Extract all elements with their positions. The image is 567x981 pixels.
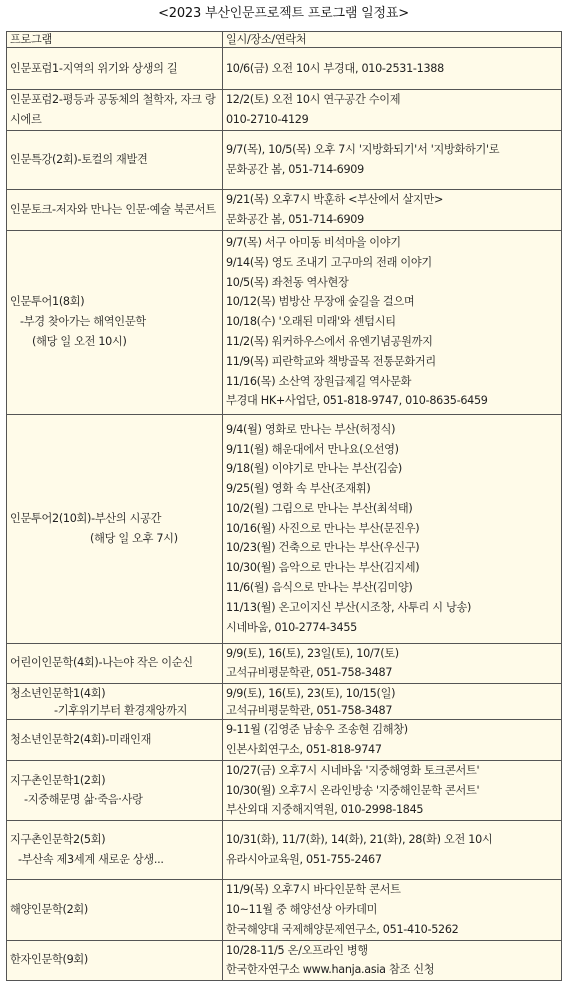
program-cell	[7, 760, 223, 820]
program-cell	[7, 880, 223, 940]
program-name: 해양인문학(2회)	[10, 902, 88, 916]
detail-cell	[222, 643, 561, 684]
table-row	[7, 684, 562, 720]
table-row	[7, 940, 562, 981]
detail-line: 인본사회연구소, 051-818-9747	[225, 742, 382, 756]
detail-line: 10/30(월) 오후7시 온라인방송 '지중해인문학 콘서트'	[225, 783, 480, 797]
detail-cell	[222, 90, 561, 131]
detail-contact: 유라시아교육원, 051-755-2467	[225, 853, 382, 867]
detail-line: 문화공간 봄, 051-714-6909	[225, 163, 364, 176]
detail-line: 10~11월 중 해양선상 아카데미	[225, 902, 378, 916]
program-name: 인문특강(2회)-토컬의 재발견	[10, 153, 148, 167]
detail-line: 고석규비평문학관, 051-758-3487	[225, 666, 393, 680]
table-row	[7, 230, 562, 414]
table-row	[7, 48, 562, 90]
detail-cell	[222, 190, 561, 231]
program-name: 인문투어1(8회)	[10, 295, 85, 309]
detail-cell	[222, 821, 561, 880]
tour-item: 11/2(목) 워커하우스에서 유엔기념공원까지	[225, 334, 433, 348]
tour-item: 10/18(수) '오래된 미래'와 센텀시티	[225, 315, 396, 329]
program-name: 청소년인문학1(4회)	[10, 686, 106, 700]
table-row	[7, 643, 562, 684]
detail-cell	[222, 880, 561, 940]
tour-item: 9/11(월) 해운대에서 만나요(오선영)	[225, 442, 399, 456]
table-row	[7, 880, 562, 940]
detail-cell	[222, 684, 561, 720]
detail-line: 10/6(금) 오전 10시 부경대, 010-2531-1388	[225, 61, 444, 75]
tour-item: 10/12(목) 범방산 무장애 숲길을 걸으며	[225, 295, 415, 309]
tour-item: 11/13(월) 온고이지신 부산(시조창, 사투리 시 낭송)	[225, 600, 472, 614]
program-cell	[7, 414, 223, 643]
detail-contact: 부산외대 지중해지역원, 010-2998-1845	[225, 803, 424, 817]
detail-cell	[222, 940, 561, 981]
program-cell	[7, 131, 223, 190]
tour-item: 9/14(목) 영도 조내기 고구마의 전래 이야기	[225, 255, 432, 269]
program-name: 인문투어2(10회)-부산의 시공간	[10, 511, 162, 525]
tour-item: 10/2(월) 그림으로 만나는 부산(최석태)	[225, 501, 413, 515]
program-name: 인문토크-저자와 만나는 인문·예술 북콘서트	[10, 202, 216, 216]
table-row	[7, 760, 562, 820]
program-name: 청소년인문학2(4회)-미래인재	[10, 733, 152, 747]
program-name: 인문포럼2-평등과 공동체의 철학자, 자크 랑시에르	[10, 93, 216, 126]
detail-line: 10/27(금) 오후7시 시네바움 '지중해영화 토크콘서트'	[225, 763, 480, 777]
tour-item: 10/30(월) 음악으로 만나는 부산(김지세)	[225, 561, 420, 575]
detail-line: 9/7(목), 10/5(목) 오후 7시 '지방화되기'서 '지방화하기'로	[225, 143, 500, 157]
program-subtitle: -부경 찾아가는 해역인문학	[20, 315, 146, 329]
detail-contact: 한국한자연구소 www.hanja.asia 참조 신청	[225, 963, 435, 977]
table-header-row	[7, 32, 562, 48]
detail-cell	[222, 48, 561, 90]
detail-line: 9/21(목) 오후7시 박훈하 <부산에서 살지만>	[225, 193, 444, 206]
program-note: (해당 일 오후 7시)	[90, 531, 178, 545]
program-cell	[7, 940, 223, 981]
program-name: 한자인문학(9회)	[10, 953, 88, 967]
detail-line: 문화공간 봄, 051-714-6909	[225, 212, 364, 226]
program-cell	[7, 90, 223, 131]
detail-line: 10/28-11/5 온/오프라인 병행	[225, 943, 368, 957]
program-cell	[7, 48, 223, 90]
tour-item: 9/4(월) 영화로 만나는 부산(허정식)	[225, 422, 396, 436]
document-title: <2023 부산인문프로젝트 프로그램 일정표>	[158, 6, 409, 21]
program-cell	[7, 720, 223, 761]
program-subtitle: -지중해문명 삶·죽음·사랑	[24, 793, 143, 807]
detail-contact: 한국해양대 국제해양문제연구소, 051-410-5262	[225, 922, 459, 936]
program-cell	[7, 643, 223, 684]
table-row	[7, 131, 562, 190]
tour-item: 11/6(월) 음식으로 만나는 부산(김미양)	[225, 581, 413, 595]
detail-line: 9/9(토), 16(토), 23(토), 10/15(일)	[225, 686, 396, 700]
detail-line: 9/9(토), 16(토), 23일(토), 10/7(토)	[225, 646, 399, 660]
detail-line: 9-11월 (김영준 남송우 조송현 김해창)	[225, 723, 408, 737]
header-program: 프로그램	[7, 32, 223, 48]
detail-cell	[222, 131, 561, 190]
program-note: (해당 일 오전 10시)	[32, 334, 127, 348]
program-cell	[7, 190, 223, 231]
header-detail: 일시/장소/연락처	[222, 32, 561, 48]
detail-line: 10/31(화), 11/7(화), 14(화), 21(화), 28(화) 오전 10시	[225, 833, 493, 847]
detail-line: 12/2(토) 오전 10시 연구공간 수이제	[225, 93, 401, 107]
program-cell	[7, 821, 223, 880]
detail-cell	[222, 414, 561, 643]
table-row	[7, 720, 562, 761]
program-cell	[7, 230, 223, 414]
detail-contact: 시네바움, 010-2774-3455	[225, 620, 357, 634]
tour-item: 10/16(월) 사진으로 만나는 부산(문진우)	[225, 521, 420, 535]
program-name: 인문포럼1-지역의 위기와 상생의 길	[10, 61, 178, 75]
tour-item: 10/23(월) 건축으로 만나는 부산(우신구)	[225, 541, 420, 555]
table-row	[7, 190, 562, 231]
detail-line: 고석규비평문학관, 051-758-3487	[225, 703, 393, 717]
detail-contact: 부경대 HK+사업단, 051-818-9747, 010-8635-6459	[225, 394, 488, 408]
program-name: 어린이인문학(4회)-나는야 작은 이순신	[10, 656, 193, 670]
tour-item: 9/7(목) 서구 아미동 비석마을 이야기	[225, 236, 401, 249]
detail-line: 11/9(목) 오후7시 바다인문학 콘서트	[225, 883, 401, 897]
tour-item: 9/25(월) 영화 속 부산(조재휘)	[225, 482, 371, 496]
program-name: 지구촌인문학2(5회)	[10, 833, 106, 847]
tour-item: 9/18(월) 이야기로 만나는 부산(김숨)	[225, 462, 402, 476]
detail-cell	[222, 760, 561, 820]
tour-item: 11/16(목) 소산역 장원급제길 역사문화	[225, 374, 412, 388]
tour-item: 10/5(목) 좌천동 역사현장	[225, 275, 349, 289]
detail-cell	[222, 230, 561, 414]
schedule-table	[6, 31, 562, 981]
program-subtitle: -부산속 제3세계 새로운 상생...	[18, 853, 164, 867]
detail-line: 010-2710-4129	[225, 113, 309, 126]
table-row	[7, 821, 562, 880]
program-name: 지구촌인문학1(2회)	[10, 773, 106, 787]
table-row	[7, 414, 562, 643]
program-subtitle: -기후위기부터 환경재앙까지	[54, 703, 188, 717]
tour-item: 11/9(목) 피란학교와 책방골목 전통문화거리	[225, 354, 436, 368]
detail-cell	[222, 720, 561, 761]
table-row	[7, 90, 562, 131]
program-cell	[7, 684, 223, 720]
